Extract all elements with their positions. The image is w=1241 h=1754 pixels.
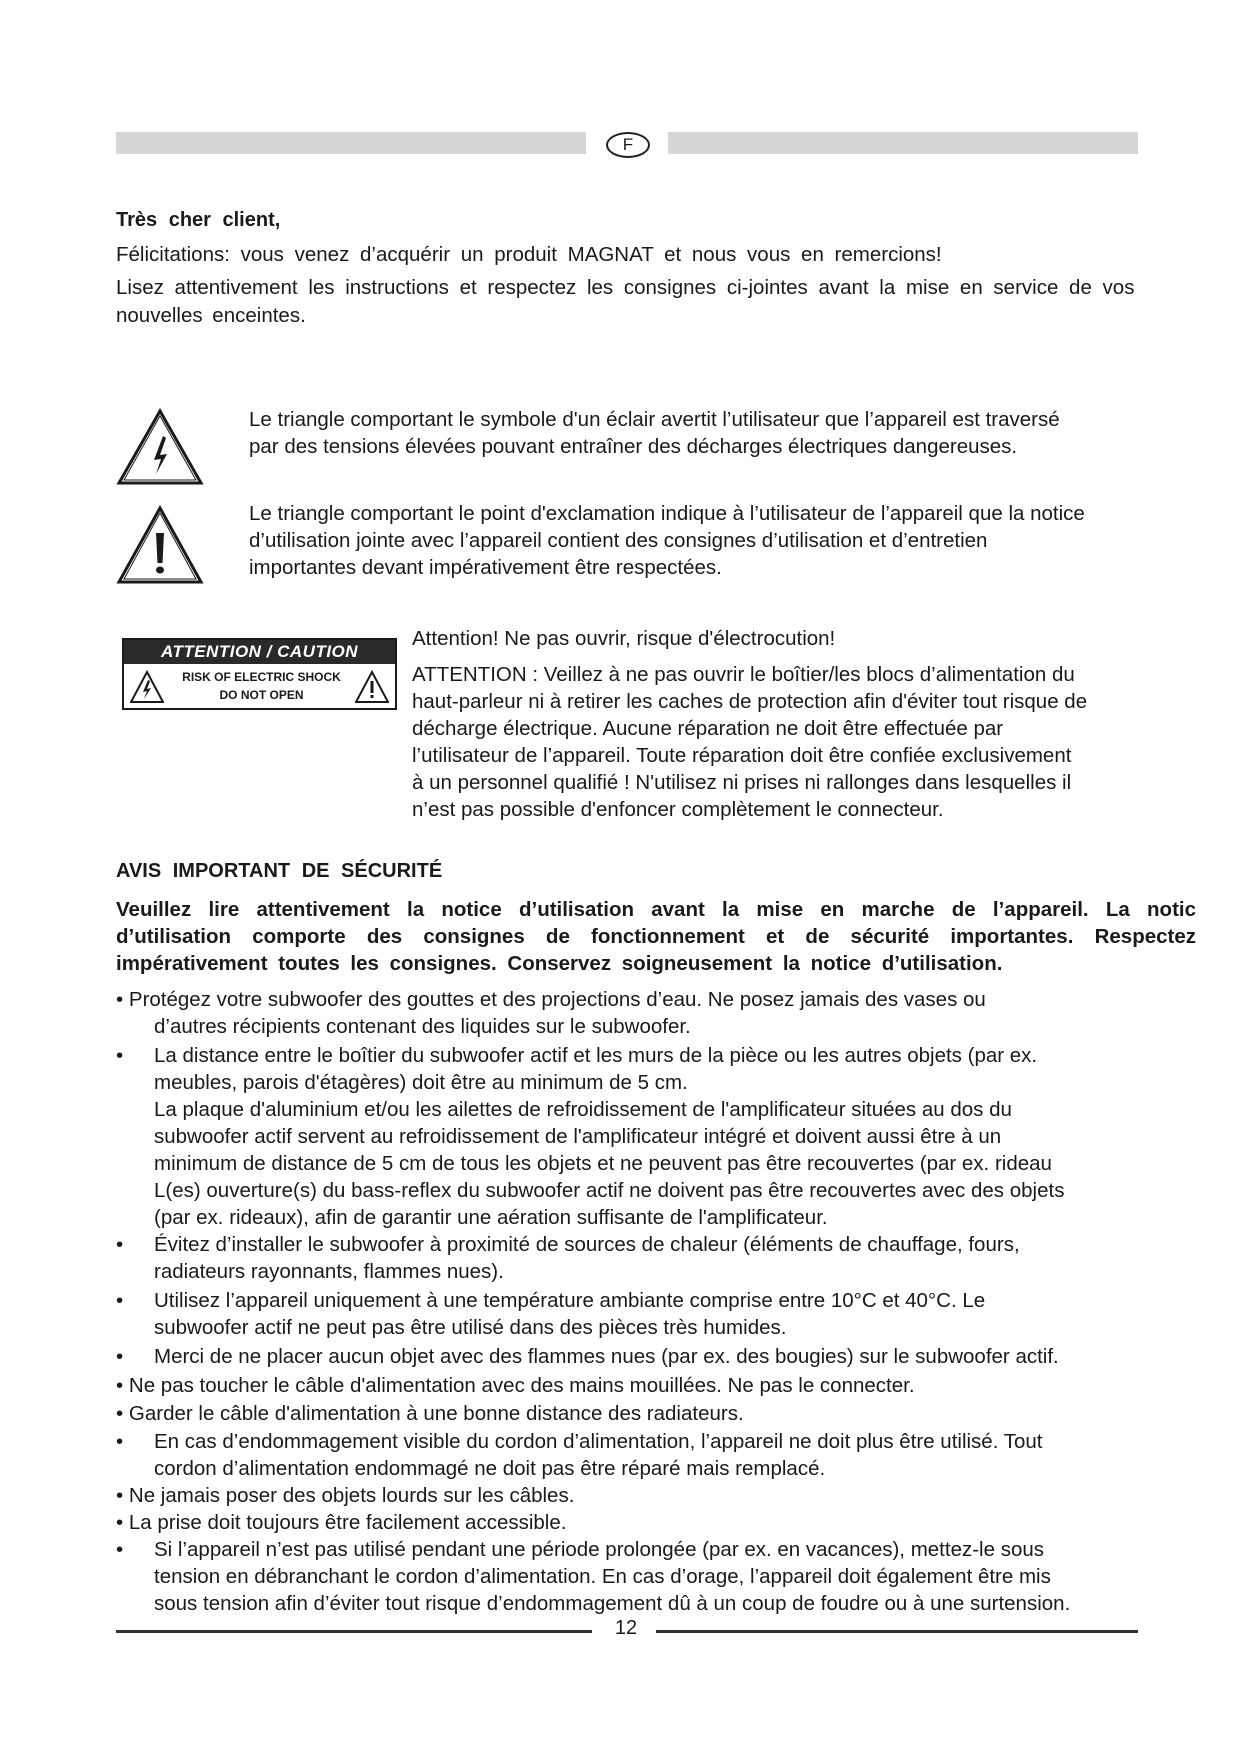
- exclamation-warning-line-1: Le triangle comportant le point d'exclamation indique à l’utilisateur de l’appareil que la notice: [249, 502, 1085, 525]
- bullet-marker: •: [116, 1430, 124, 1453]
- caution-label-line-2: DO NOT OPEN: [219, 688, 304, 702]
- bullet-text: L(es) ouverture(s) du bass-reflex du subwoofer actif ne doivent pas être recouvertes avec des objets: [154, 1179, 1065, 1202]
- exclamation-warning-icon: [116, 505, 204, 585]
- list-item: [116, 1343, 1216, 1370]
- bullet-text: La prise doit toujours être facilement accessible.: [128, 1511, 567, 1534]
- list-item: [116, 1287, 1216, 1341]
- caution-lightning-icon: [130, 670, 164, 704]
- intro-line-2: Lisez attentivement les instructions et respectez les consignes ci-jointes avant la mise en service de vos: [116, 276, 1135, 299]
- footer-rule-right: [656, 1630, 1138, 1633]
- header-rule-left: [116, 132, 586, 154]
- bullet-text: Garder le câble d'alimentation à une bonne distance des radiateurs.: [128, 1402, 744, 1425]
- list-item: [116, 1372, 1216, 1399]
- safety-heading: AVIS IMPORTANT DE SÉCURITÉ: [116, 860, 443, 882]
- attention-line: décharge électrique. Aucune réparation ne doit être effectuée par: [412, 717, 1004, 740]
- attention-line: l’utilisateur de l’appareil. Toute réparation doit être confiée exclusivement: [412, 744, 1072, 767]
- safety-intro-line-2: d’utilisation comporte des consignes de fonctionnement et de sécurité importantes. Respectez: [116, 925, 1196, 948]
- list-item: [116, 1482, 1216, 1509]
- list-item: [116, 1400, 1216, 1427]
- lightning-warning-line-1: Le triangle comportant le symbole d'un éclair avertit l’utilisateur que l’appareil est traversé: [249, 408, 1060, 431]
- attention-text: [412, 625, 1132, 823]
- lightning-warning-text: [249, 406, 1129, 460]
- bullet-marker: •: [116, 1289, 124, 1312]
- bullet-marker: •: [116, 1538, 124, 1561]
- caution-exclamation-icon: [355, 670, 389, 704]
- bullet-text: cordon d’alimentation endommagé ne doit pas être réparé mais remplacé.: [154, 1457, 826, 1480]
- bullet-text: meubles, parois d'étagères) doit être au minimum de 5 cm.: [154, 1071, 688, 1094]
- list-item: [116, 1042, 1216, 1231]
- exclamation-warning-text: [249, 500, 1129, 581]
- bullet-marker: •: [116, 1511, 124, 1534]
- bullet-marker: •: [116, 1374, 124, 1397]
- bullet-text: minimum de distance de 5 cm de tous les objets et ne peuvent pas être recouvertes (par ex. rideau: [154, 1152, 1052, 1175]
- bullet-text: En cas d’endommagement visible du cordon d’alimentation, l’appareil ne doit plus être utilisé. Tout: [154, 1430, 1043, 1453]
- lightning-warning-line-2: par des tensions élevées pouvant entraîner des décharges électriques dangereuses.: [249, 435, 1018, 458]
- attention-title: Attention! Ne pas ouvrir, risque d'électrocution!: [412, 627, 836, 650]
- bullet-text: La distance entre le boîtier du subwoofer actif et les murs de la pièce ou les autres objets (par ex.: [154, 1044, 1038, 1067]
- bullet-text: Protégez votre subwoofer des gouttes et des projections d’eau. Ne posez jamais des vases ou: [128, 988, 986, 1011]
- list-item: [116, 1509, 1216, 1536]
- caution-label: [122, 638, 397, 710]
- bullet-text: subwoofer actif ne peut pas être utilisé dans des pièces très humides.: [154, 1316, 787, 1339]
- bullet-text: radiateurs rayonnants, flammes nues).: [154, 1260, 504, 1283]
- bullet-text: d’autres récipients contenant des liquides sur le subwoofer.: [154, 1015, 691, 1038]
- intro-line-1: Félicitations: vous venez d’acquérir un produit MAGNAT et nous vous en remercions!: [116, 243, 942, 266]
- safety-bullet-list: [116, 986, 1216, 1617]
- bullet-text: sous tension afin d’éviter tout risque d’endommagement dû à un coup de foudre ou à une surtension.: [154, 1592, 1071, 1615]
- bullet-text: Ne pas toucher le câble d'alimentation avec des mains mouillées. Ne pas le connecter.: [128, 1374, 915, 1397]
- bullet-text: tension en débranchant le cordon d’alimentation. En cas d’orage, l’appareil doit également être mis: [154, 1565, 1051, 1588]
- attention-line: haut-parleur ni à retirer les caches de protection afin d'éviter tout risque de: [412, 690, 1088, 713]
- bullet-marker: •: [116, 1345, 124, 1368]
- bullet-marker: •: [116, 1402, 124, 1425]
- language-badge: F: [606, 132, 650, 158]
- bullet-text: Ne jamais poser des objets lourds sur les câbles.: [128, 1484, 575, 1507]
- attention-line: ATTENTION : Veillez à ne pas ouvrir le boîtier/les blocs d’alimentation du: [412, 663, 1075, 686]
- attention-line: à un personnel qualifié ! N'utilisez ni prises ni rallonges dans lesquelles il: [412, 771, 1072, 794]
- bullet-text: Si l’appareil n’est pas utilisé pendant une période prolongée (par ex. en vacances), mettez-le sous: [154, 1538, 1044, 1561]
- bullet-text: (par ex. rideaux), afin de garantir une aération suffisante de l'amplificateur.: [154, 1206, 828, 1229]
- exclamation-warning-line-3: importantes devant impérativement être respectées.: [249, 556, 722, 579]
- caution-label-body: [174, 668, 349, 704]
- bullet-marker: •: [116, 1484, 124, 1507]
- footer-rule-left: [116, 1630, 592, 1633]
- bullet-marker: •: [116, 1044, 124, 1067]
- bullet-marker: •: [116, 1233, 124, 1256]
- safety-intro-line-3: impérativement toutes les consignes. Conservez soigneusement la notice d’utilisation.: [116, 952, 1003, 975]
- bullet-text: La plaque d'aluminium et/ou les ailettes de refroidissement de l'amplificateur situées au dos du: [154, 1098, 1012, 1121]
- list-item: [116, 986, 1216, 1040]
- list-item: [116, 1536, 1216, 1617]
- caution-label-line-1: RISK OF ELECTRIC SHOCK: [182, 670, 341, 684]
- intro-line-3: nouvelles enceintes.: [116, 304, 306, 327]
- caution-label-heading: ATTENTION / CAUTION: [124, 640, 395, 664]
- bullet-text: subwoofer actif servent au refroidissement de l'amplificateur intégré et doivent aussi être à un: [154, 1125, 1002, 1148]
- exclamation-warning-line-2: d’utilisation jointe avec l’appareil contient des consignes d’utilisation et d’entretien: [249, 529, 988, 552]
- attention-line: n’est pas possible d'enfoncer complètement le connecteur.: [412, 798, 944, 821]
- page-number: 12: [614, 1617, 638, 1639]
- bullet-text: Évitez d’installer le subwoofer à proximité de sources de chaleur (éléments de chauffage, fours,: [154, 1233, 1020, 1256]
- header-rule-right: [668, 132, 1138, 154]
- lightning-warning-icon: [116, 408, 204, 486]
- greeting: Très cher client,: [116, 209, 281, 231]
- list-item: [116, 1428, 1216, 1482]
- safety-intro-line-1: Veuillez lire attentivement la notice d’utilisation avant la mise en marche de l’appareil. La notic: [116, 898, 1196, 921]
- bullet-text: Utilisez l’appareil uniquement à une température ambiante comprise entre 10°C et 40°C. Le: [154, 1289, 986, 1312]
- bullet-marker: •: [116, 988, 124, 1011]
- safety-intro: [116, 896, 1196, 977]
- list-item: [116, 1231, 1216, 1285]
- bullet-text: Merci de ne placer aucun objet avec des flammes nues (par ex. des bougies) sur le subwoofer actif.: [154, 1345, 1059, 1368]
